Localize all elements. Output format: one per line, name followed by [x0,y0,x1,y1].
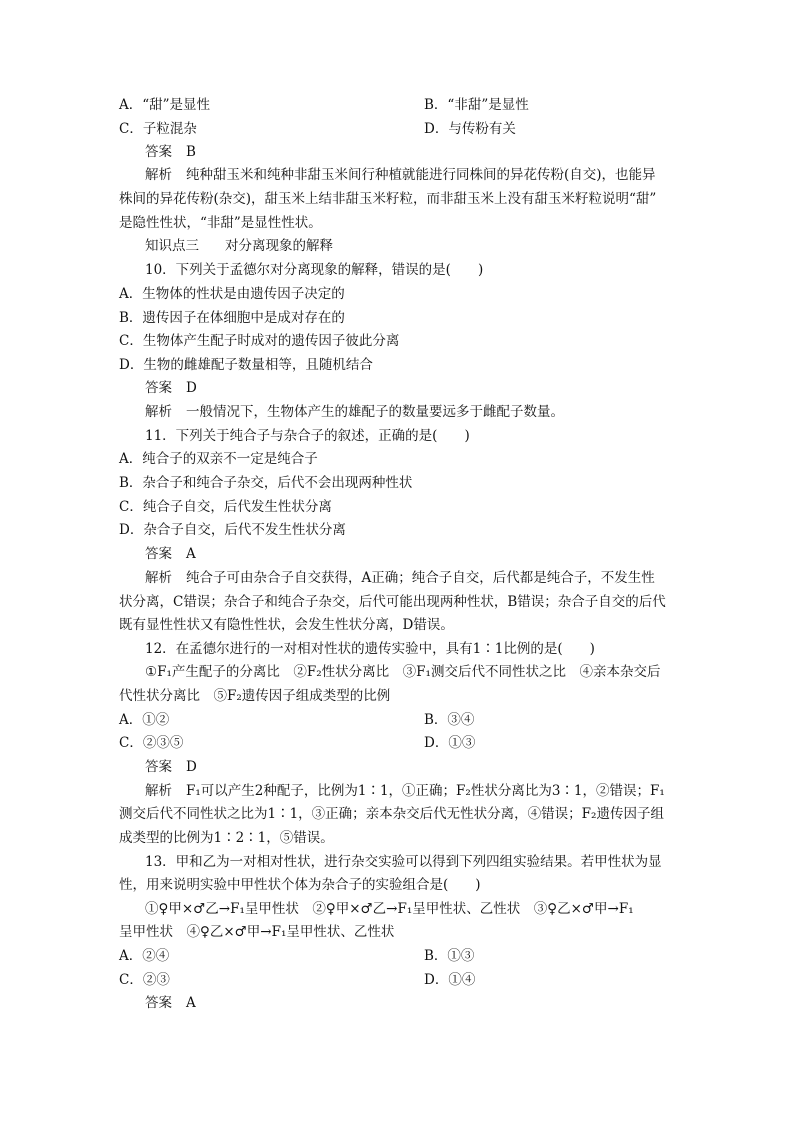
answer-label: 答案 [145,144,172,160]
q12-option-b: B．③④ [424,712,475,728]
q10-answer: D [186,380,197,396]
q12-explanation-line-3: 成类型的比例为1∶2∶1，⑤错误。 [119,830,334,846]
answer-label: 答案 [145,380,172,396]
q11-option-b: B．杂合子和纯合子杂交，后代不会出现两种性状 [119,475,413,491]
q9-option-d: D．与传粉有关 [424,121,516,137]
q12-option-d: D．①③ [424,735,476,751]
q10-option-b: B．遗传因子在体细胞中是成对存在的 [119,310,345,326]
section-heading [145,236,685,256]
q9-option-c: C．子粒混杂 [119,121,197,137]
q11-option-c: C．纯合子自交，后代发生性状分离 [119,499,332,515]
q12-option-a: A．①② [119,712,170,728]
q9-explanation-text-1: 纯种甜玉米和纯种非甜玉米间行种植就能进行同株间的异花传粉(自交)，也能异 [186,167,656,183]
q12-answer: D [186,759,197,775]
q11-option-d: D．杂合子自交，后代不发生性状分离 [119,522,346,538]
q10-explanation-text: 一般情况下，生物体产生的雄配子的数量要远多于雌配子数量。 [186,404,564,420]
q9-option-a: A．“甜”是显性 [119,97,211,113]
explanation-label: 解析 [145,167,172,183]
q12-stem: 12．在孟德尔进行的一对相对性状的遗传实验中，具有1∶1比例的是( ) [145,641,595,657]
q9-explanation-line-2: 株间的异花传粉(杂交)，甜玉米上结非甜玉米籽粒，而非甜玉米上没有甜玉米籽粒说明“甜” [119,191,657,207]
section-title: 对分离现象的解释 [225,238,333,254]
q12-explanation-text-1: F₁可以产生2种配子，比例为1∶1，①正确；F₂性状分离比为3∶1，②错误；F₁ [186,783,665,799]
q11-explanation-line-1 [145,568,685,588]
q9-option-b: B．“非甜”是显性 [424,97,529,113]
q10-explanation [145,402,685,422]
q13-option-d: D．①④ [424,972,476,988]
q13-option-b: B．①③ [424,948,475,964]
q10-option-d: D．生物的雌雄配子数量相等，且随机结合 [119,357,373,373]
q12-answer-line [145,757,685,777]
q9-answer-line [145,142,685,162]
q12-explanation-line-1 [145,781,685,801]
q13-items-line-1: ①♀甲×♂乙→F₁呈甲性状 ②♀甲×♂乙→F₁呈甲性状、乙性状 ③♀乙×♂甲→F₁ [145,901,634,917]
q10-option-c: C．生物体产生配子时成对的遗传因子彼此分离 [119,333,400,349]
q12-items-line-2: 代性状分离比 ⑤F₂遗传因子组成类型的比例 [119,688,391,704]
q13-stem-line-1: 13．甲和乙为一对相对性状，进行杂交实验可以得到下列四组实验结果。若甲性状为显 [145,854,662,870]
q13-items-line-2: 呈甲性状 ④♀乙×♂甲→F₁呈甲性状、乙性状 [119,924,395,940]
answer-label: 答案 [145,759,172,775]
explanation-label: 解析 [145,404,172,420]
q10-stem: 10．下列关于孟德尔对分离现象的解释，错误的是( ) [145,262,484,278]
q12-items-line-1: ①F₁产生配子的分离比 ②F₂性状分离比 ③F₁测交后代不同性状之比 ④亲本杂交后 [145,664,661,680]
q13-option-c: C．②③ [119,972,170,988]
q13-answer: A [186,995,196,1011]
q13-option-a: A．②④ [119,948,170,964]
q9-explanation-line-3: 是隐性性状，“非甜”是显性性状。 [119,215,322,231]
q11-option-a: A．纯合子的双亲不一定是纯合子 [119,451,318,467]
q11-stem: 11．下列关于纯合子与杂合子的叙述，正确的是( ) [145,428,470,444]
q9-answer: B [186,144,196,160]
q13-stem-line-2: 性，用来说明实验中甲性状个体为杂合子的实验组合是( ) [119,877,481,893]
answer-label: 答案 [145,995,172,1011]
q10-option-a: A．生物体的性状是由遗传因子决定的 [119,286,345,302]
q11-explanation-line-3: 既有显性性状又有隐性性状，会发生性状分离，D错误。 [119,617,454,633]
q9-explanation-line-1 [145,165,685,185]
q11-explanation-line-2: 状分离，C错误；杂合子和纯合子杂交，后代可能出现两种性状，B错误；杂合子自交的后代 [119,594,666,610]
section-label: 知识点三 [145,238,199,254]
q13-answer-line [145,993,685,1013]
answer-label: 答案 [145,546,172,562]
q12-explanation-line-2: 测交后代不同性状之比为1∶1，③正确；亲本杂交后代无性状分离，④错误；F₂遗传因子组 [119,806,664,822]
q11-answer: A [186,546,196,562]
explanation-label: 解析 [145,783,172,799]
q11-answer-line [145,544,685,564]
explanation-label: 解析 [145,570,172,586]
q12-option-c: C．②③⑤ [119,735,184,751]
q11-explanation-text-1: 纯合子可由杂合子自交获得，A正确；纯合子自交，后代都是纯合子，不发生性 [186,570,655,586]
q10-answer-line [145,378,685,398]
